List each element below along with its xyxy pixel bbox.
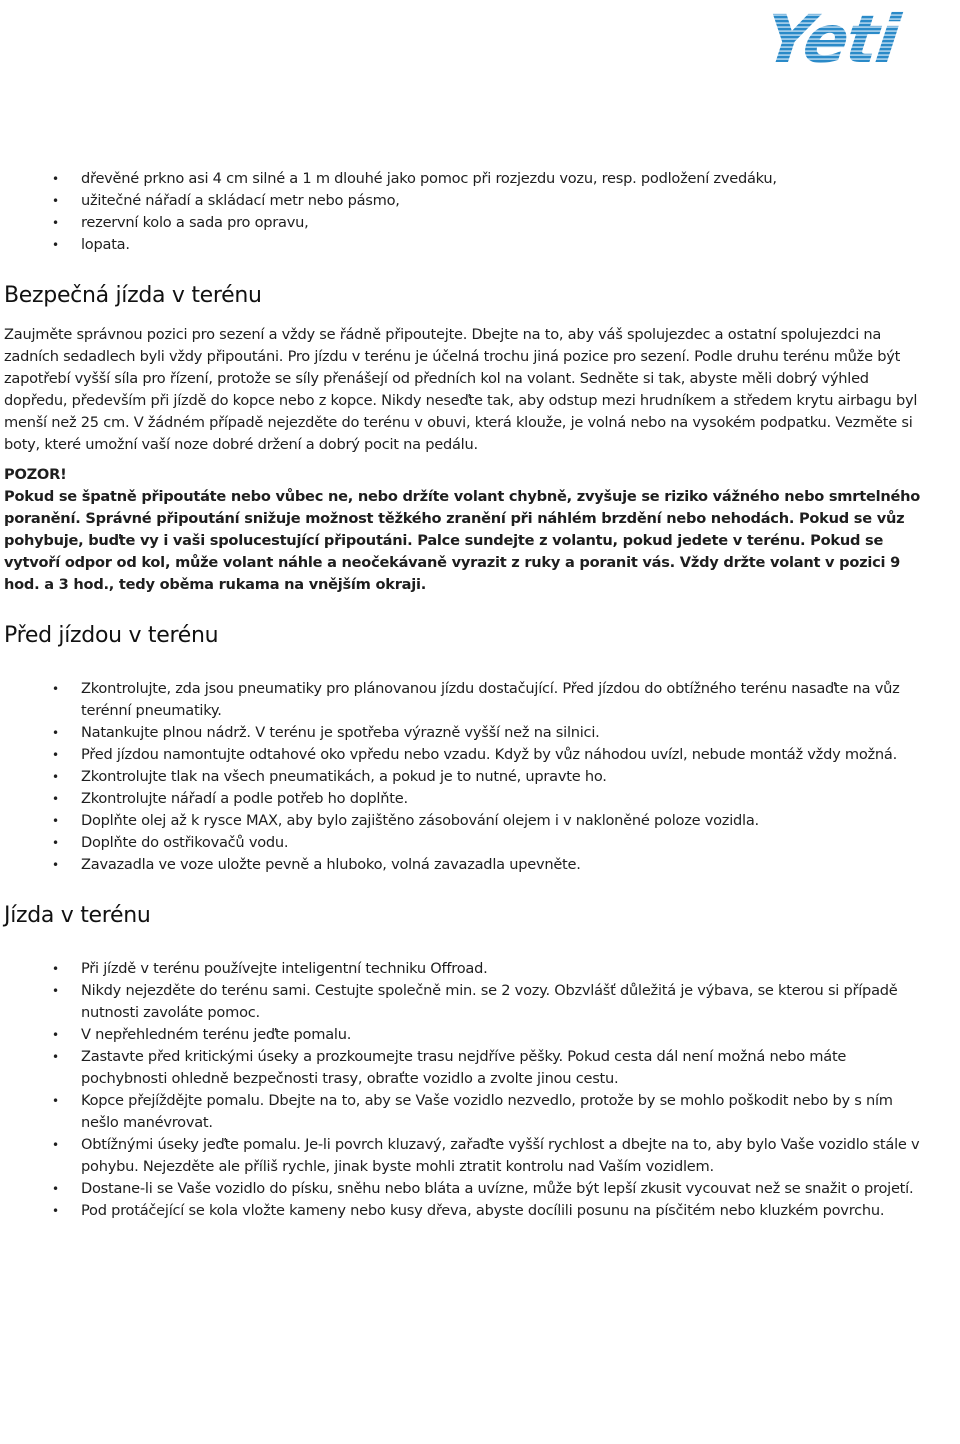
yeti-logo-graphic <box>754 0 960 72</box>
list-item: • Dostane-li se Vaše vozidlo do písku, sněhu nebo bláta a uvízne, může být lepší zkusit vycouvat než se snažit o projetí. <box>0 1178 930 1200</box>
list-item: • lopata. <box>0 234 930 256</box>
list-item: • dřevěné prkno asi 4 cm silné a 1 m dlouhé jako pomoc při rozjezdu vozu, resp. podložení zvedáku, <box>0 168 930 190</box>
equipment-list <box>0 168 930 256</box>
list-item: • V nepřehledném terénu jeďte pomalu. <box>0 1024 930 1046</box>
list-item: • Zkontrolujte tlak na všech pneumatikách, a pokud je to nutné, upravte ho. <box>0 766 930 788</box>
document-content <box>0 168 930 1222</box>
list-item: • Zkontrolujte, zda jsou pneumatiky pro plánovanou jízdu dostačující. Před jízdou do obtížného terénu nasaďte na vůz terénní pneumatiky. <box>0 678 930 722</box>
list-item: • Doplňte do ostřikovačů vodu. <box>0 832 930 854</box>
list-item: • Před jízdou namontujte odtahové oko vpředu nebo vzadu. Když by vůz náhodou uvízl, nebude montáž vždy možná. <box>0 744 930 766</box>
list-item: • rezervní kolo a sada pro opravu, <box>0 212 930 234</box>
list-item: • Obtížnými úseky jeďte pomalu. Je-li povrch kluzavý, zařaďte vyšší rychlost a dbejte na to, aby bylo Vaše vozidlo stále v pohybu. Nejezděte ale příliš rychle, jinak byste mohli ztratit kontrolu nad Vaším vozidlem. <box>0 1134 930 1178</box>
offroad-driving-list <box>0 958 930 1222</box>
safe-driving-paragraph: Zaujměte správnou pozici pro sezení a vždy se řádně připoutejte. Dbejte na to, aby váš spolujezdec a ostatní spolujezdci na zadních sedadlech byli vždy připoutáni. Pro jízdu v terénu je účelná trochu jiná pozice pro sezení. Podle druhu terénu může být zapotřebí vyšší síla pro řízení, protože se síly přenášejí od předních kol na volant. Sedněte si tak, abyste měli dobrý výhled dopředu, především při jízdě do kopce nebo z kopce. Nikdy neseďte tak, aby odstup mezi hrudníkem a středem krytu airbagu byl menší než 25 cm. V žádném případě nejezděte do terénu v obuvi, která klouže, je volná nebo na vysokém podpatku. Vezměte si boty, které umožní vaší noze dobré držení a dobrý pocit na pedálu. <box>4 326 918 453</box>
section-title-before-driving: Před jízdou v terénu <box>4 623 219 648</box>
svg-text:Yeti: Yeti <box>754 0 911 72</box>
list-item: • Pod protáčející se kola vložte kameny nebo kusy dřeva, abyste docílili posunu na písčitém nebo kluzkém povrchu. <box>0 1200 930 1222</box>
list-item: • Nikdy nejezděte do terénu sami. Cestujte společně min. se 2 vozy. Obzvlášť důležitá je výbava, se kterou si případě nutnosti zavoláte pomoc. <box>0 980 930 1024</box>
warning-title: POZOR! <box>4 466 67 483</box>
list-item: • Kopce přejíždějte pomalu. Dbejte na to, aby se Vaše vozidlo nezvedlo, protože by se mohlo poškodit nebo by s ním nešlo manévrovat. <box>0 1090 930 1134</box>
before-driving-list <box>0 678 930 876</box>
list-item: • Zastavte před kritickými úseky a prozkoumejte trasu nejdříve pěšky. Pokud cesta dál není možná nebo máte pochybnosti ohledně bezpečnosti trasy, obraťte vozidlo a zvolte jinou cestu. <box>0 1046 930 1090</box>
list-item: • užitečné nářadí a skládací metr nebo pásmo, <box>0 190 930 212</box>
list-item: • Zkontrolujte nářadí a podle potřeb ho doplňte. <box>0 788 930 810</box>
list-item: • Natankujte plnou nádrž. V terénu je spotřeba výrazně vyšší než na silnici. <box>0 722 930 744</box>
warning-text: Pokud se špatně připoutáte nebo vůbec ne, nebo držíte volant chybně, zvyšuje se riziko vážného nebo smrtelného poranění. Správné připoutání snižuje možnost těžkého zranění při náhlém brzdění nebo nehodách. Pokud se vůz pohybuje, buďte vy i vaši spolucestující připoutáni. Palce sundejte z volantu, pokud jedete v terénu. Pokud se vytvoří odpor od kol, může volant náhle a neočekávaně vyrazit z ruky a poranit vás. Vždy držte volant v pozici 9 hod. a 3 hod., tedy oběma rukama na vnějším okraji. <box>4 488 921 593</box>
yeti-logo <box>754 0 960 72</box>
list-item: • Zavazadla ve voze uložte pevně a hluboko, volná zavazadla upevněte. <box>0 854 930 876</box>
section-title-offroad-driving: Jízda v terénu <box>4 903 151 928</box>
list-item: • Doplňte olej až k rysce MAX, aby bylo zajištěno zásobování olejem i v nakloněné poloze vozidla. <box>0 810 930 832</box>
section-title-safe-driving: Bezpečná jízda v terénu <box>4 283 262 308</box>
list-item: • Při jízdě v terénu používejte inteligentní techniku Offroad. <box>0 958 930 980</box>
